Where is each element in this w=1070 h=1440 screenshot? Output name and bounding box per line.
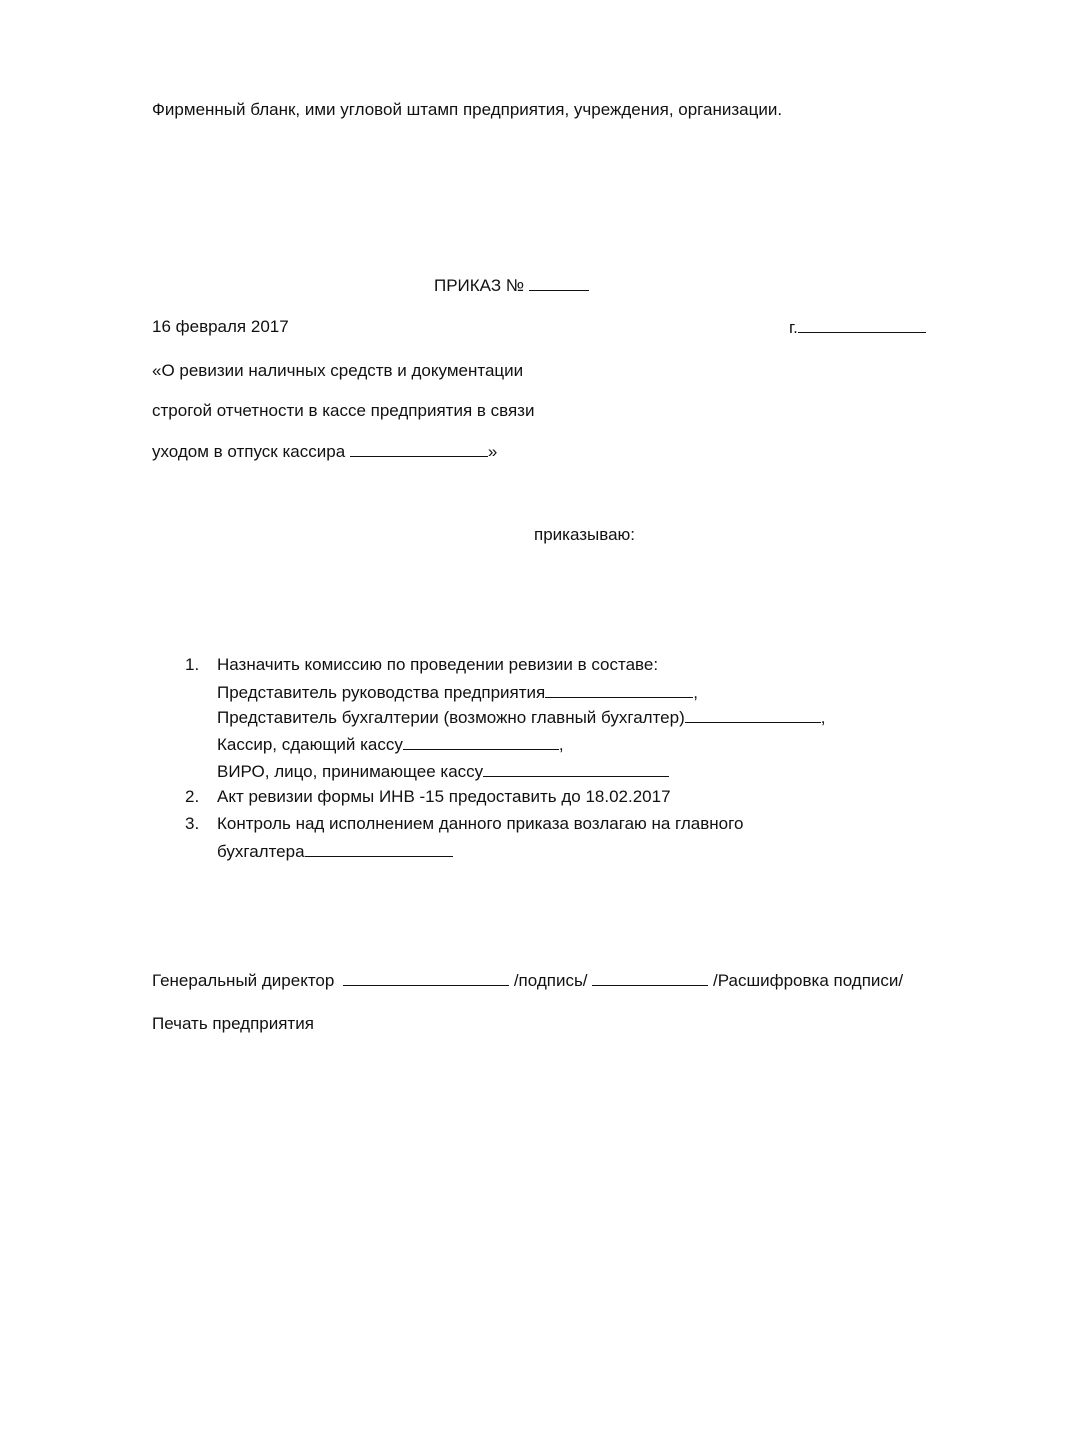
item-1-sub-1	[217, 681, 698, 704]
decode-label: /Расшифровка подписи/	[713, 971, 904, 990]
decree-word: приказываю:	[534, 525, 636, 544]
stamp-label: Печать предприятия	[152, 1014, 314, 1033]
item-2-text: Акт ревизии формы ИНВ -15 предоставить до 18.02.2017	[217, 787, 671, 806]
city-prefix: г.	[789, 318, 798, 337]
item-3-text-2	[217, 840, 453, 863]
item-1-sub-3-blank	[403, 733, 559, 750]
item-1-sub-3-comma: ,	[558, 735, 564, 754]
item-1-sub-2-comma: ,	[820, 708, 826, 727]
item-1-sub-3	[217, 733, 564, 756]
item-1-text: Назначить комиссию по проведении ревизии в составе:	[217, 655, 659, 674]
subject-close-quote: »	[487, 442, 498, 461]
item-1-number: 1.	[185, 655, 200, 674]
item-1-sub-1-blank	[545, 681, 693, 698]
order-date: 16 февраля 2017	[152, 317, 289, 336]
item-1-sub-2-blank	[685, 706, 821, 723]
order-title	[434, 274, 589, 297]
order-city	[789, 316, 926, 339]
signature-label: /подпись/	[513, 971, 588, 990]
signature-blank	[343, 969, 509, 986]
letterhead-note: Фирменный бланк, ими угловой штамп предприятия, учреждения, организации.	[152, 100, 783, 119]
subject-line-3-text: уходом в отпуск кассира	[152, 442, 346, 461]
item-3-text-2-label: бухгалтера	[217, 842, 305, 861]
cashier-blank	[350, 440, 488, 457]
subject-line-3	[152, 440, 497, 463]
order-title-text: ПРИКАЗ №	[434, 276, 525, 295]
director-position: Генеральный директор	[152, 971, 335, 990]
item-3-number: 3.	[185, 814, 200, 833]
item-1-sub-2-text: Представитель бухгалтерии (возможно главный бухгалтер)	[217, 708, 685, 727]
subject-line-2: строгой отчетности в кассе предприятия в связи	[152, 401, 535, 420]
item-1-sub-4-blank	[483, 760, 669, 777]
item-1-sub-3-text: Кассир, сдающий кассу	[217, 735, 403, 754]
item-1-sub-2	[217, 706, 826, 729]
item-3-text: Контроль над исполнением данного приказа возлагаю на главного	[217, 814, 744, 833]
order-number-blank	[529, 274, 589, 291]
city-blank	[798, 316, 926, 333]
item-1-sub-4-text: ВИРО, лицо, принимающее кассу	[217, 762, 484, 781]
item-1-sub-1-text: Представитель руководства предприятия	[217, 683, 546, 702]
subject-line-1: «О ревизии наличных средств и документации	[152, 361, 524, 380]
item-1-sub-1-comma: ,	[693, 683, 698, 702]
signature-line	[152, 969, 903, 992]
decode-blank	[592, 969, 708, 986]
item-3-blank	[305, 840, 453, 857]
item-2-number: 2.	[185, 787, 200, 806]
item-1-sub-4	[217, 760, 669, 783]
